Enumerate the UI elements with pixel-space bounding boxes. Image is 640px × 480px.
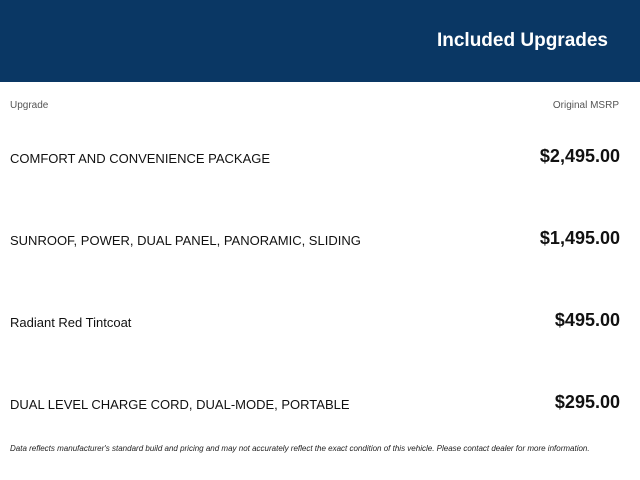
disclaimer-text: Data reflects manufacturer's standard build and pricing and may not accurately reflect the exact condition of this vehicle. Please contact dealer for more information.: [10, 444, 590, 453]
upgrade-column-header: Upgrade: [10, 100, 49, 111]
upgrade-name: SUNROOF, POWER, DUAL PANEL, PANORAMIC, SLIDING: [10, 233, 361, 248]
upgrade-name: COMFORT AND CONVENIENCE PACKAGE: [10, 151, 271, 166]
msrp-column-header: Original MSRP: [552, 100, 619, 111]
upgrade-row: [10, 146, 620, 170]
upgrade-name: DUAL LEVEL CHARGE CORD, DUAL-MODE, PORTABLE: [10, 397, 350, 412]
upgrade-price: $1,495.00: [539, 228, 620, 248]
upgrade-row: [10, 392, 620, 416]
upgrade-row: [10, 228, 620, 252]
upgrade-price: $495.00: [554, 310, 620, 330]
upgrade-name: Radiant Red Tintcoat: [10, 315, 132, 330]
upgrade-row: [10, 310, 620, 334]
column-headers: [10, 100, 619, 114]
upgrade-price: $295.00: [554, 392, 620, 412]
page-header: [0, 0, 640, 82]
upgrade-price: $2,495.00: [539, 146, 620, 166]
page-title: Included Upgrades: [436, 30, 608, 51]
